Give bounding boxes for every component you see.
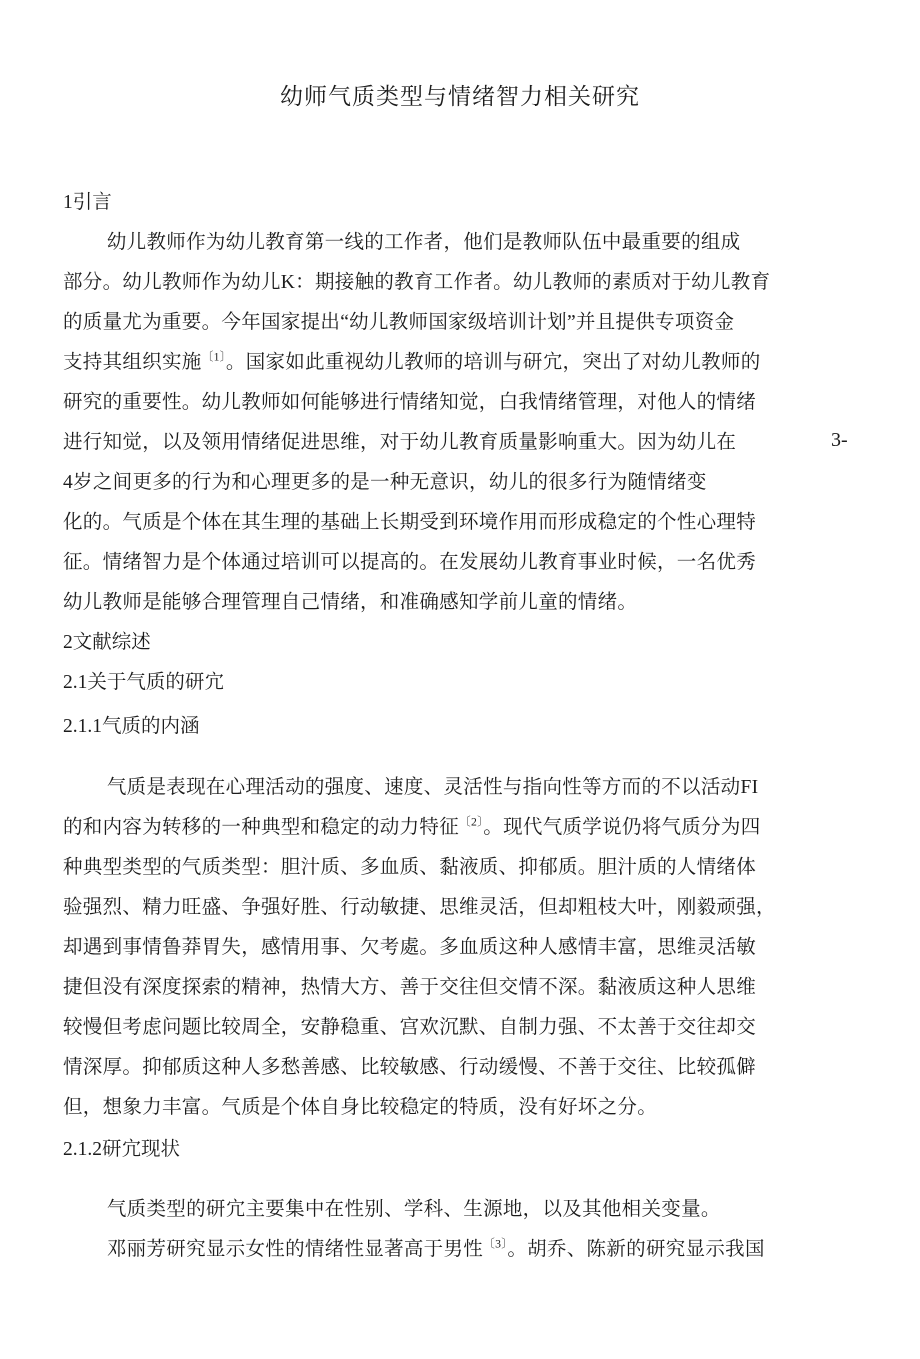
paragraph-temperament-types — [63, 768, 783, 1128]
text-line: 气质类型的研宂主要集中在性别、学科、生源地，以及其他相关变量。 — [106, 1199, 721, 1220]
paragraph-introduction — [63, 223, 783, 623]
page-margin-note: 3- — [831, 429, 848, 451]
text-line: 幼儿教师作为幼儿教育第一线的工作者，他们是教师队伍中最重要的组成 — [106, 232, 741, 253]
text-line: 化的。气质是个体在其生理的基础上长期受到环境作用而形成稳定的个性心理特 — [63, 512, 757, 533]
heading-temperament-definition: 2.1.1气质的内涵 — [63, 716, 200, 737]
text-line: 支持其组织实施$^{〔1〕}$。国家如此重视幼儿教师的培训与研宂，突出了对幼儿教师的 — [63, 350, 761, 373]
text-line: 但，想象力丰富。气质是个体自身比较稳定的特质，没有好坏之分。 — [63, 1097, 658, 1118]
text-line: 4岁之间更多的行为和心理更多的是一种无意识，幼儿的很多行为随情绪变 — [63, 472, 707, 493]
text-line: 较慢但考虑问题比较周全，安静稳重、宫欢沉默、自制力强、不太善于交往却交 — [63, 1017, 757, 1038]
text-line: 征。情绪智力是个体通过培训可以提高的。在发展幼儿教育事业时候，一名优秀 — [63, 552, 757, 573]
heading-temperament-research: 2.1关于气质的研宂 — [63, 672, 224, 693]
text-line: 捷但没有深度探索的精神，热情大方、善于交往但交情不深。黏液质这种人思维 — [63, 977, 757, 998]
citation-marker: 〔2〕 — [459, 815, 484, 829]
text-line: 部分。幼儿教师作为幼儿K：期接触的教育工作者。幼儿教师的素质对于幼儿教育 — [63, 272, 771, 293]
text-line: 气质是表现在心理活动的强度、速度、灵活性与指向性等方而的不以活动FI — [106, 777, 759, 798]
text-line: 幼儿教师是能够合理管理自己情绪，和准确感知学前儿童的情绪。 — [63, 592, 638, 613]
heading-literature-review: 2文献综述 — [63, 632, 151, 653]
heading-research-status: 2.1.2研宂现状 — [63, 1139, 181, 1160]
citation-marker: 〔3〕 — [483, 1237, 508, 1251]
text-line: 进行知觉，以及领用情绪促进思维，对于幼儿教育质量影响重大。因为幼儿在 — [63, 432, 737, 453]
text-line: 的质量尤为重要。今年国家提出“幼儿教师国家级培训计划”并且提供专项资金 — [63, 312, 735, 333]
text-line: 邓丽芳研究显示女性的情绪性显著高于男性$^{〔3〕}$。胡乔、陈新的研究显示我国 — [106, 1237, 765, 1260]
heading-introduction: 1引言 — [63, 192, 112, 213]
text-line: 却遇到事情鲁莽胃失，感情用事、欠考處。多血质这种人感情丰富，思维灵活敏 — [63, 937, 757, 958]
text-line: 种典型类型的气质类型：胆汁质、多血质、黏液质、抑郁质。胆汁质的人情绪体 — [63, 857, 757, 878]
paragraph-gender-findings — [63, 1230, 783, 1270]
document-title: 幼师气质类型与情绪智力相关研究 — [280, 84, 640, 109]
text-line: 的和内容为转移的一种典型和稳定的动力特征$^{〔2〕}$。现代气质学说仍将气质分为四 — [63, 815, 761, 838]
text-line: 验强烈、精力旺盛、争强好胜、行动敏捷、思维灵活，但却粗枝大叶，刚毅顽强， — [63, 897, 776, 918]
paragraph-research-focus — [63, 1190, 783, 1230]
citation-marker: 〔1〕 — [201, 350, 226, 364]
text-line: 情深厚。抑郁质这种人多愁善感、比较敏感、行动缓慢、不善于交往、比较孤僻 — [63, 1057, 757, 1078]
text-line: 研究的重要性。幼儿教师如何能够进行情绪知觉，白我情绪管理，对他人的情绪 — [63, 392, 757, 413]
